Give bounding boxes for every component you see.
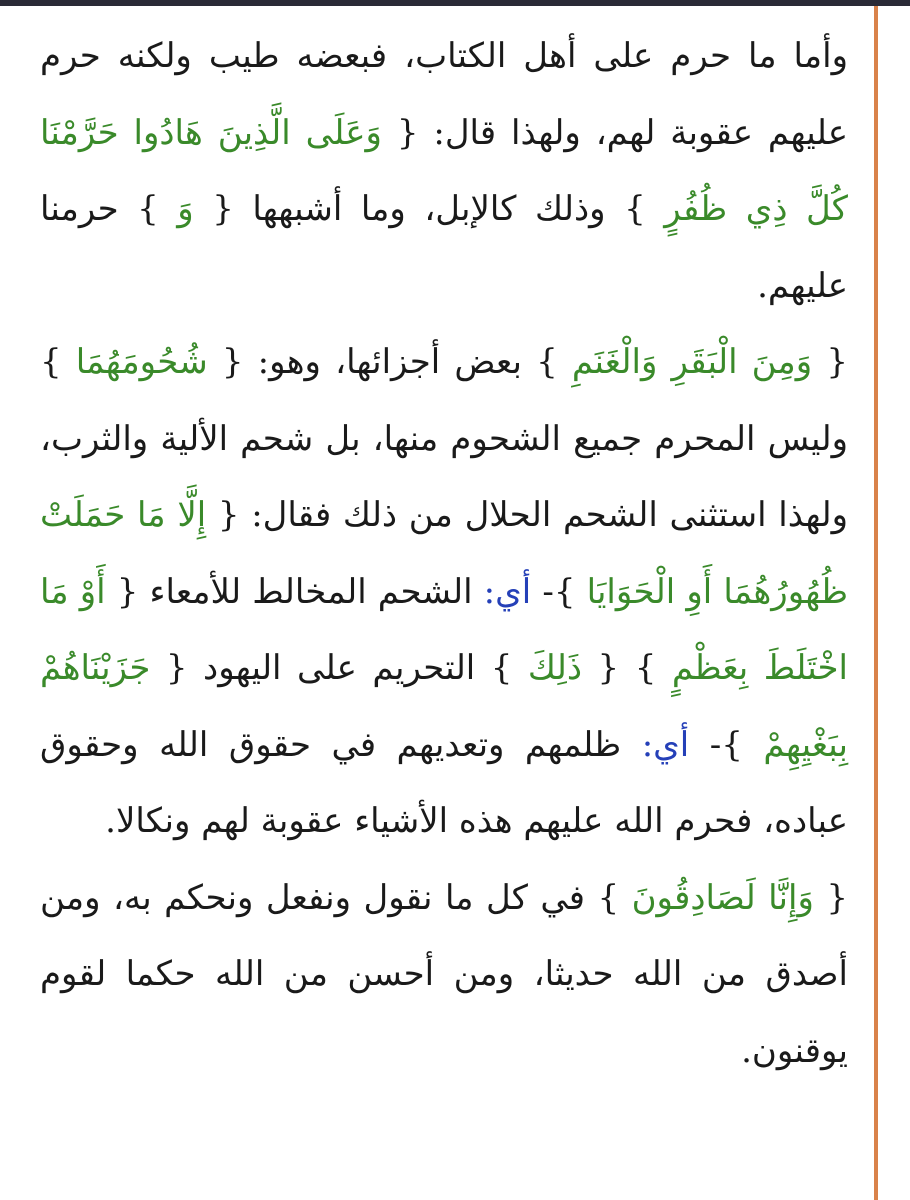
quran-verse: ذَلِكَ [527,648,583,688]
verse-brace: { [207,342,244,382]
commentary-text: وليس المحرم جميع الشحوم منها، بل شحم الألية والثرب، ولهذا استثنى الشحم الحلال من ذلك فقال: [40,418,848,535]
verse-brace: } [40,342,76,382]
commentary-text [619,648,635,688]
commentary-text: ظلمهم وتعديهم في حقوق الله وحقوق عباده، فحرم الله عليهم هذه الأشياء عقوبة لهم ونكالا. [40,724,848,841]
commentary-text: بعض أجزائها، وهو: [243,342,537,382]
verse-brace: { [150,648,188,688]
quran-verse: وَ [177,189,194,229]
verse-brace: { [812,342,848,382]
quran-verse: وَعَلَى الَّذِينَ هَادُوا حَرَّمْنَا كُلَّ ذِي ظُفُرٍ [40,112,848,229]
verse-brace: } [553,571,587,612]
paragraph-2 [40,324,848,860]
verse-brace: } [536,342,572,382]
verse-brace: { [381,112,419,153]
paragraph-1 [40,18,848,324]
commentary-text: وأما ما حرم على أهل الكتاب، فبعضه طيب ولكنه حرم عليهم عقوبة لهم، ولهذا قال: [40,36,848,153]
tafsir-text-body [40,18,848,1198]
paragraph-3 [40,860,848,1090]
top-status-bar [0,0,910,6]
verse-brace: } [721,724,764,765]
commentary-text: التحريم على اليهود [187,648,491,688]
commentary-text: حرمنا عليهم. [40,189,848,306]
commentary-text: - [531,571,554,612]
quran-verse: وَمِنَ الْبَقَرِ وَالْغَنَمِ [571,342,813,382]
verse-brace: } [490,648,528,688]
commentary-text: - [689,724,722,765]
verse-brace: { [206,495,240,535]
quran-verse: شُحُومَهُمَا [75,342,208,382]
commentary-text: الشحم المخالط للأمعاء [138,571,484,612]
quran-verse: أَوْ مَا اخْتَلَطَ بِعَظْمٍ [40,571,848,688]
verse-brace: } [634,648,672,688]
page-edge-rule [874,6,878,1200]
verse-brace: { [105,571,139,612]
verse-brace: { [582,648,620,688]
quran-verse: إِلَّا مَا حَمَلَتْ ظُهُورُهُمَا أَوِ الْحَوَايَا [40,495,849,612]
commentary-text: وذلك كالإبل، وما أشبهها [233,189,625,229]
explanation-marker: أي: [641,724,690,765]
verse-brace: { [193,189,234,229]
commentary-text: في كل ما نقول ونفعل ونحكم به، ومن أصدق من الله حديثا، ومن أحسن من الله حكما لقوم يوقنون. [40,877,848,1071]
quran-verse: وَإِنَّا لَصَادِقُونَ [631,877,814,918]
verse-brace: } [137,189,178,229]
quran-verse: جَزَيْنَاهُمْ بِبَغْيِهِمْ [40,648,849,765]
verse-brace: } [624,189,665,229]
verse-brace: } [597,877,632,918]
verse-brace: { [813,877,848,918]
explanation-marker: أي: [483,571,532,612]
